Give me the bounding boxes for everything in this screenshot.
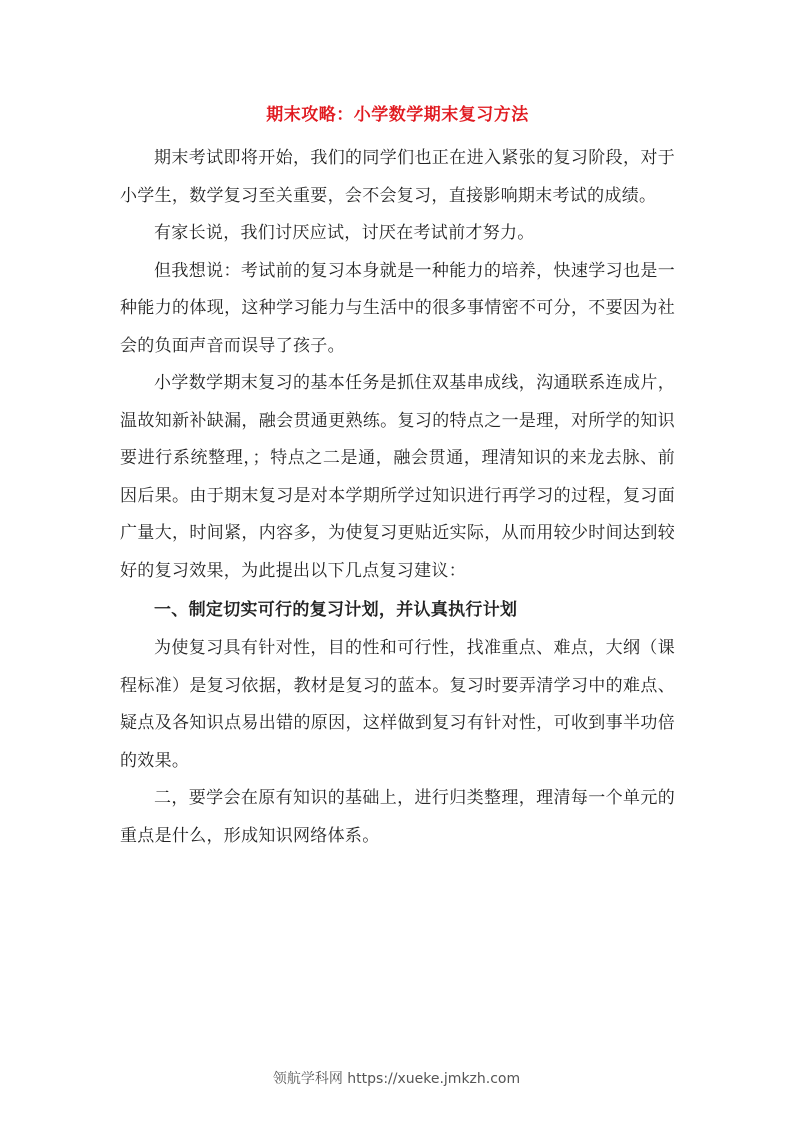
paragraph-opinion: 但我想说：考试前的复习本身就是一种能力的培养，快速学习也是一种能力的体现，这种学习能力与生活中的很多事情密不可分，不要因为社会的负面声音而误导了孩子。 — [120, 260, 675, 356]
paragraph-intro: 期末考试即将开始，我们的同学们也正在进入紧张的复习阶段，对于小学生，数学复习至关重要，会不会复习，直接影响期末考试的成绩。 — [120, 148, 675, 206]
paragraph-parents: 有家长说，我们讨厌应试，讨厌在考试前才努力。 — [154, 223, 535, 243]
paragraph-tasks: 小学数学期末复习的基本任务是抓住双基串成线，沟通联系连成片，温故知新补缺漏，融会贯通更熟练。复习的特点之一是理，对所学的知识要进行系统整理，；特点之二是通，融会贯通，理清知识的来龙去脉、前因后果。由于期末复习是对本学期所学过知识进行再学习的过程，复习面广量大，时间紧，内容多，为使复习更贴近实际，从而用较少时间达到较好的复习效果，为此提出以下几点复习建议： — [120, 373, 675, 581]
paragraph-organize: 二，要学会在原有知识的基础上，进行归类整理，理清每一个单元的重点是什么，形成知识网络体系。 — [120, 788, 675, 846]
page-footer: 领航学科网 https://xueke.jmkzh.com — [272, 1071, 521, 1087]
paragraph-plan: 为使复习具有针对性，目的性和可行性，找准重点、难点，大纲（课程标准）是复习依据，教材是复习的蓝本。复习时要弄清学习中的难点、疑点及各知识点易出错的原因，这样做到复习有针对性，可收到事半功倍的效果。 — [120, 638, 675, 771]
section-heading-plan: 一、制定切实可行的复习计划，并认真执行计划 — [154, 600, 518, 620]
document-title: 期末攻略：小学数学期末复习方法 — [266, 105, 529, 125]
document-page — [120, 98, 675, 855]
